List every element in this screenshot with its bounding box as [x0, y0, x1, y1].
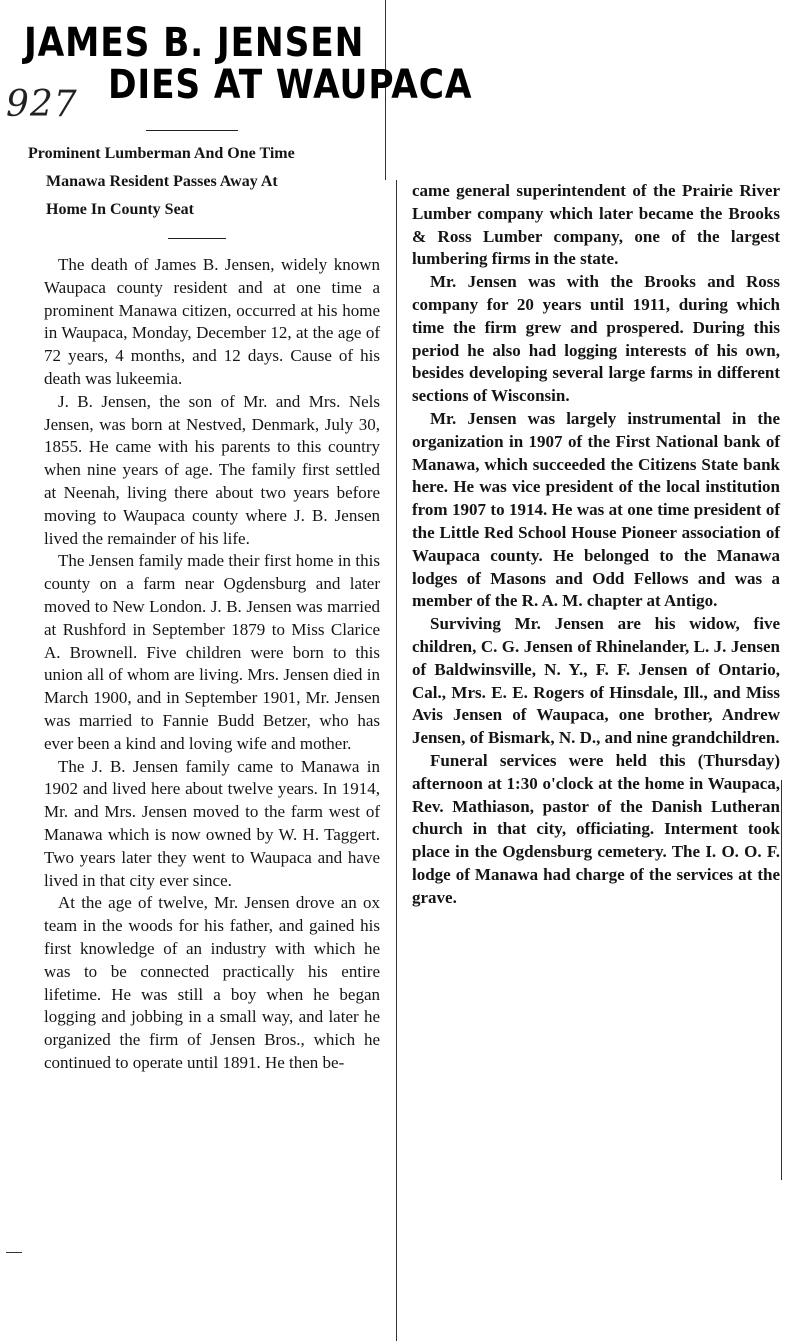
column-rule-main — [396, 180, 397, 1341]
paragraph-family: The Jensen family made their first home in this county on a farm near Ogdensburg and later moved to New London. J. B. Jensen was married at Rushford in September 1879 to Miss Clarice A. Brownell. Five children were born to this union all of whom are living. Mrs. Jensen died in March 1900, and in September 1901, Mr. Jensen was married to Fannie Budd Betzer, who has ever been a kind and loving wife and mother. — [44, 551, 380, 753]
paragraph-funeral: Funeral services were held this (Thursday) afternoon at 1:30 o'clock at the home in Waupaca, Rev. Mathiason, pastor of the Danish Lutheran church in that city, officiating. Interment took place in the Ogdensburg cemetery. The I. O. O. F. lodge of Manawa had charge of the services at the grave. — [412, 750, 780, 907]
subhead-divider — [168, 238, 226, 239]
subhead-line-1: Prominent Lumberman And One Time — [28, 145, 295, 162]
paragraph-survivors: Surviving Mr. Jensen are his widow, five children, C. G. Jensen of Rhinelander, L. J. Jensen of Baldwinsville, N. Y., F. F. Jensen of Ontario, Cal., Mrs. E. E. Rogers of Hinsdale, Ill., and Miss Avis Jensen of Waupaca, one brother, Andrew Jensen, of Bismark, N. D., and nine grandchildren. — [412, 614, 780, 748]
headline-line-1: JAMES B. JENSEN — [24, 20, 365, 66]
subhead-line-3: Home In County Seat — [46, 201, 195, 218]
margin-mark — [6, 1252, 22, 1253]
headline-line-2: DIES AT WAUPACA — [108, 62, 473, 108]
paragraph-bank: Mr. Jensen was largely instrumental in the organization in 1907 of the First National bank of Manawa, which succeeded the Citizens State bank here. He was vice president of the local institution from 1907 to 1914. He was at one time president of the Little Red School House Pioneer association of Waupaca county. He belonged to the Manawa lodges of Masons and Odd Fellows and was a member of the R. A. M. chapter at Antigo. — [412, 408, 780, 611]
paragraph-early-career: At the age of twelve, Mr. Jensen drove an ox team in the woods for his father, and gained his first knowledge of an industry with which he was to be connected practically his entire lifetime. He was still a boy when he began logging and jobbing in a small way, and later he organized the firm of Jensen Bros., which he continued to operate until 1891. He then be- — [44, 893, 380, 1072]
subheadline — [28, 140, 378, 224]
subhead-line-2: Manawa Resident Passes Away At — [46, 173, 278, 190]
right-edge-rule — [781, 780, 782, 1180]
paragraph-birth: J. B. Jensen, the son of Mr. and Mrs. Nels Jensen, was born at Nestved, Denmark, July 30, 1855. He came with his parents to this country when nine years of age. The family first settled at Neenah, living there about two years before moving to Waupaca county where J. B. Jensen lived the remainder of his life. — [44, 391, 380, 548]
headline-divider — [146, 130, 238, 131]
paragraph-brooks-ross: Mr. Jensen was with the Brooks and Ross company for 20 years until 1911, during which time the firm grew and prospered. During this period he also had logging interests of his own, besides developing several large farms in different sections of Wisconsin. — [412, 272, 780, 406]
paragraph-death-notice: The death of James B. Jensen, widely known Waupaca county resident and at one time a prominent Manawa citizen, occurred at his home in Waupaca, Monday, December 12, at the age of 72 years, 4 months, and 12 days. Cause of his death was lukeemia. — [44, 255, 380, 388]
paragraph-manawa: The J. B. Jensen family came to Manawa in 1902 and lived here about twelve years. In 1914, Mr. and Mrs. Jensen moved to the farm west of Manawa which is now owned by W. H. Taggert. Two years later they went to Waupaca and have lived in that city ever since. — [44, 756, 380, 890]
handwritten-note: 927 — [6, 84, 78, 125]
paragraph-continuation: came general superintendent of the Prairie River Lumber company which later became the Brooks & Ross Lumber company, one of the largest lumbering firms in the state. — [412, 181, 780, 269]
article-body-right — [412, 180, 780, 910]
article-body-left — [44, 254, 380, 1075]
